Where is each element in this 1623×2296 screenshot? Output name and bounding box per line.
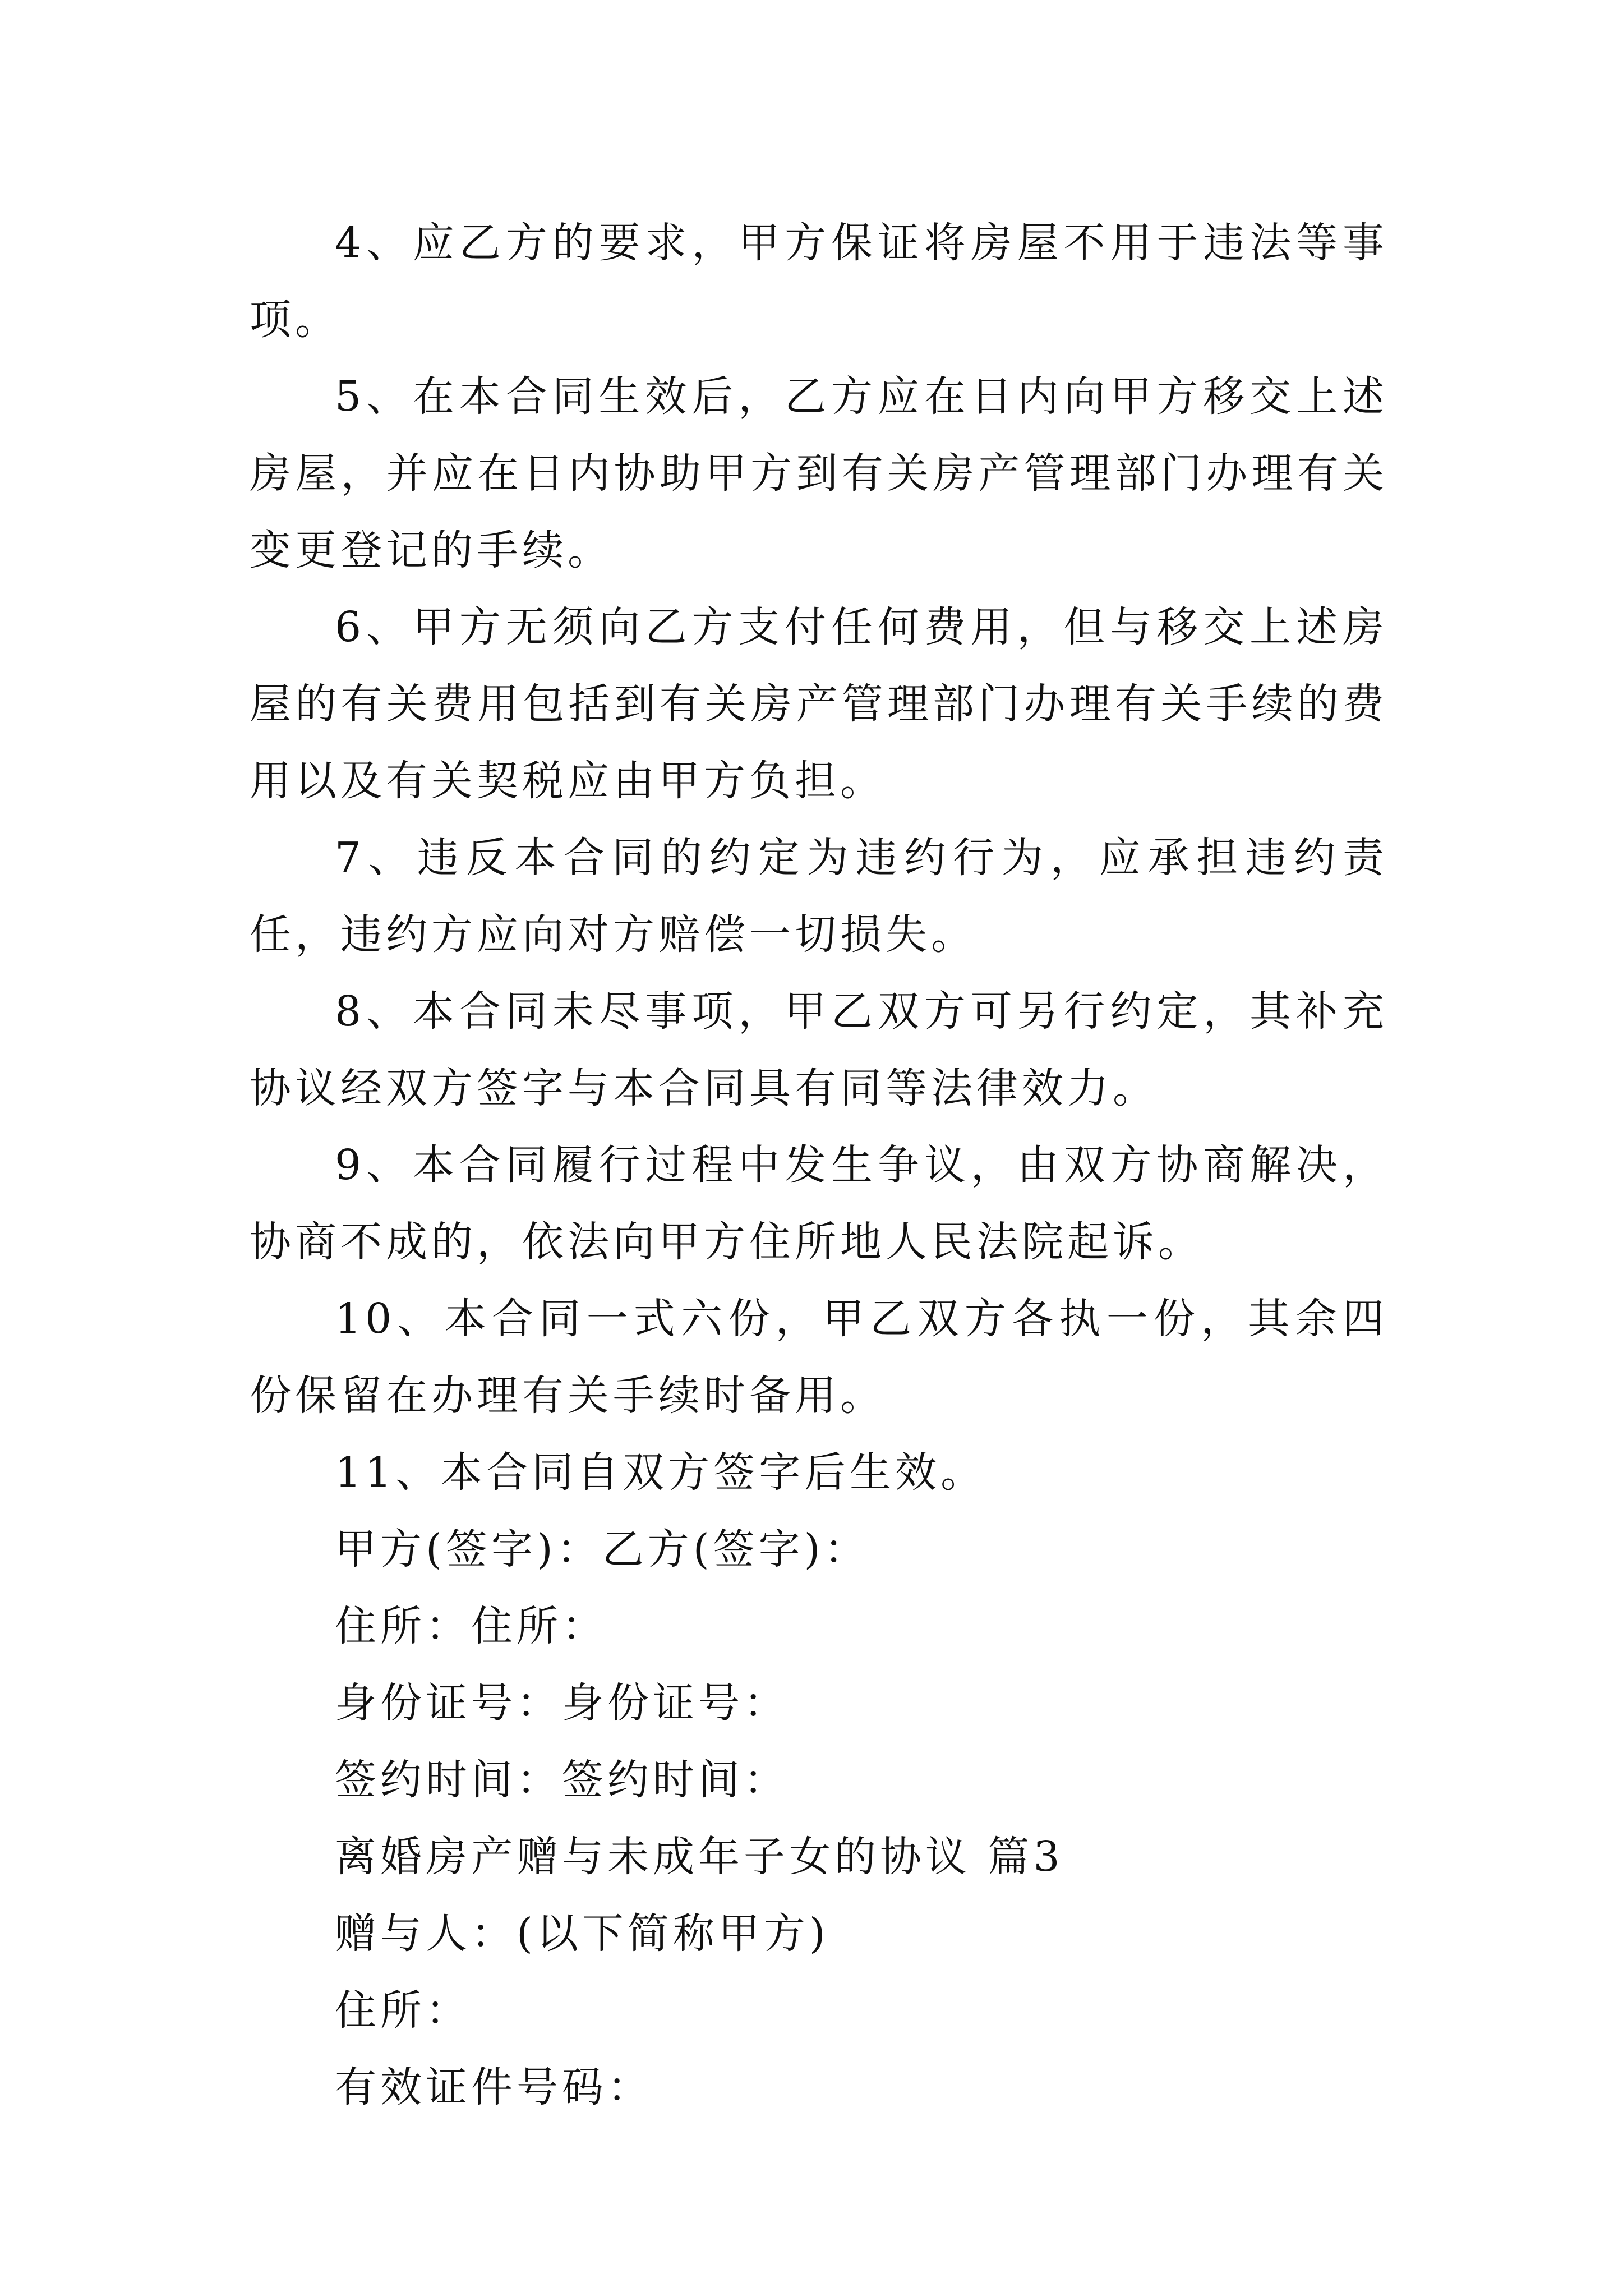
clause-11: 11、本合同自双方签字后生效。: [335, 1448, 986, 1497]
clause-4: 4、应乙方的要求，甲方保证将房屋不用于违法等事项。: [250, 219, 1388, 344]
signature-parties: 甲方(签字)：乙方(签字)：: [335, 1525, 870, 1573]
clause-7: 7、违反本合同的约定为违约行为，应承担违约责任，违约方应向对方赔偿一切损失。: [250, 834, 1388, 959]
donor-address: 住所：: [335, 1986, 471, 2035]
clause-9: 9、本合同履行过程中发生争议，由双方协商解决，协商不成的，依法向甲方住所地人民法院起诉。: [250, 1141, 1388, 1266]
clause-8: 8、本合同未尽事项，甲乙双方可另行约定，其补充协议经双方签字与本合同具有同等法律效力。: [250, 987, 1388, 1112]
clause-10: 10、本合同一式六份，甲乙双方各执一份，其余四份保留在办理有关手续时备用。: [250, 1295, 1388, 1420]
clause-6: 6、甲方无须向乙方支付任何费用，但与移交上述房屋的有关费用包括到有关房产管理部门办理有关手续的费用以及有关契税应由甲方负担。: [250, 603, 1388, 805]
clause-5: 5、在本合同生效后，乙方应在日内向甲方移交上述房屋，并应在日内协助甲方到有关房产管理部门办理有关变更登记的手续。: [250, 372, 1388, 574]
signature-date: 签约时间：签约时间：: [335, 1756, 789, 1804]
donor-line: 赠与人：(以下简称甲方): [335, 1910, 829, 1958]
signature-address: 住所：住所：: [335, 1602, 607, 1650]
signature-id-number: 身份证号：身份证号：: [335, 1679, 789, 1727]
section-title: 离婚房产赠与未成年子女的协议 篇3: [335, 1833, 1064, 1881]
document-body: [250, 205, 1388, 2126]
donor-id-number: 有效证件号码：: [335, 2063, 653, 2111]
